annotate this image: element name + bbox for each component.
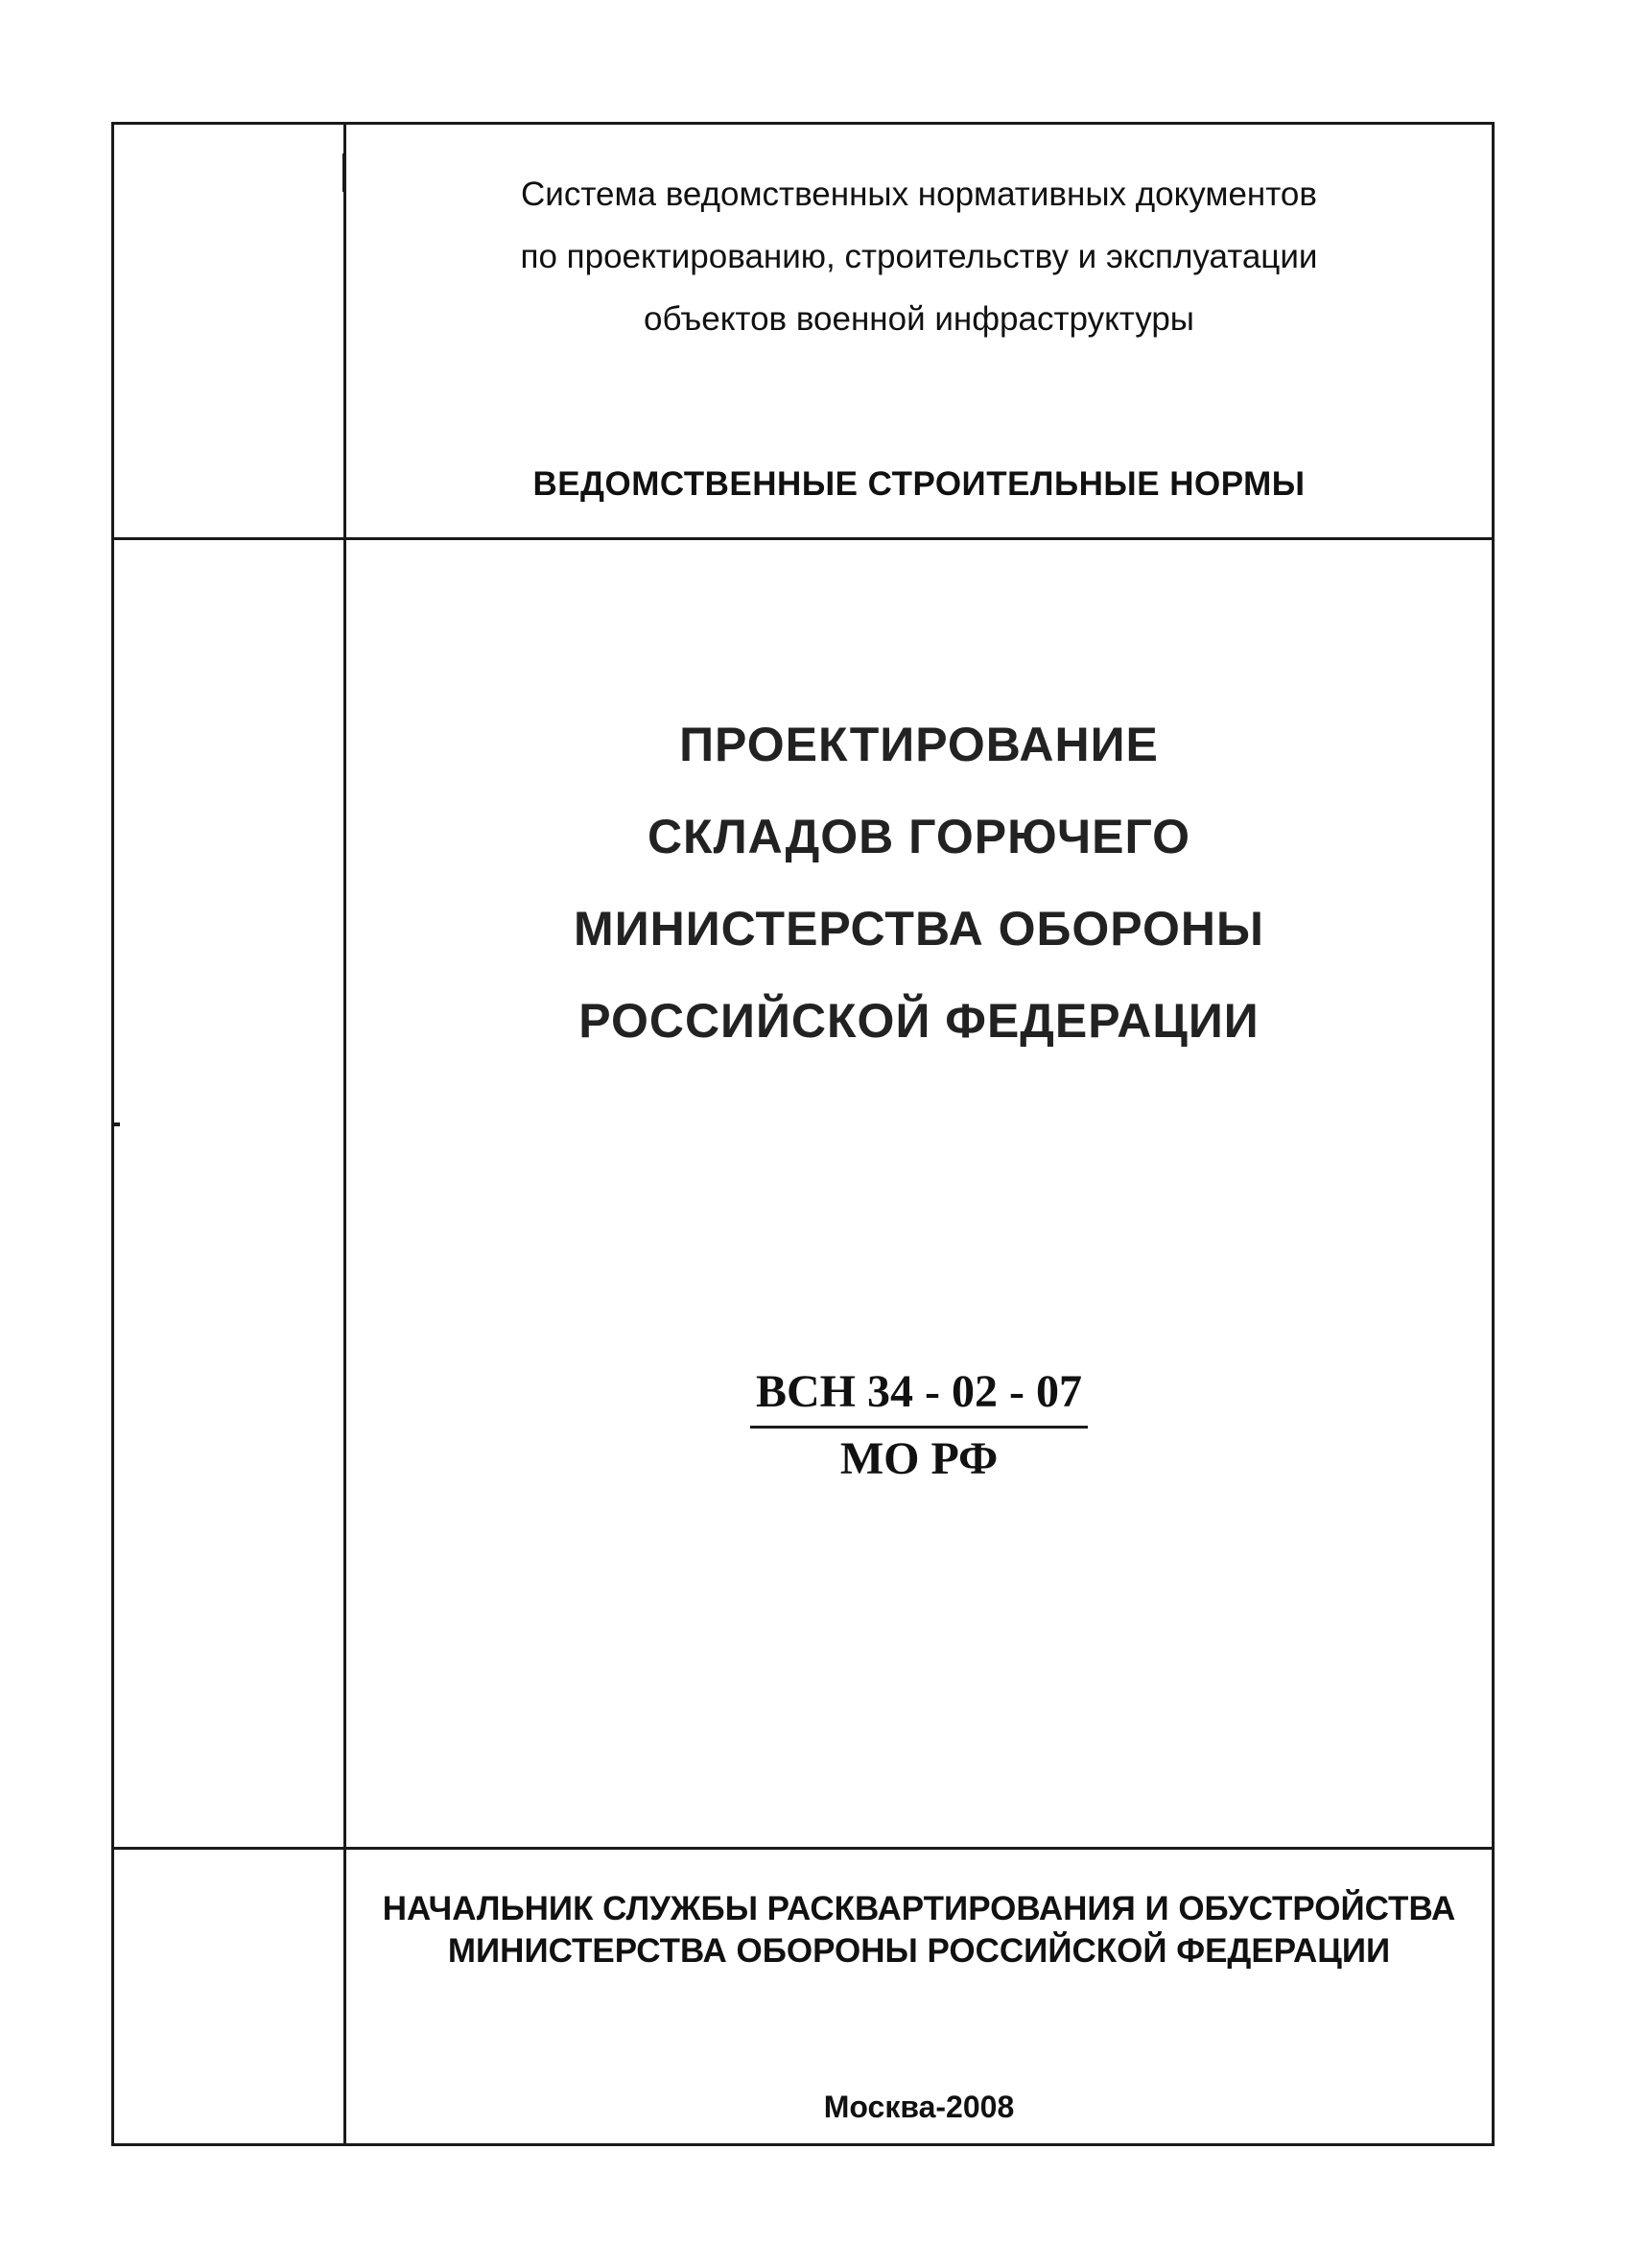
title-line: РОССИЙСКОЙ ФЕДЕРАЦИИ (578, 994, 1260, 1048)
series-title: ВЕДОМСТВЕННЫЕ СТРОИТЕЛЬНЫЕ НОРМЫ (532, 465, 1306, 503)
place-year: Москва-2008 (823, 2090, 1015, 2124)
title-section (346, 540, 1492, 1847)
title-line: МИНИСТЕРСТВА ОБОРОНЫ (574, 902, 1264, 956)
footer-section (346, 1850, 1492, 2143)
system-line: Система ведомственных нормативных документов (521, 176, 1317, 213)
system-line: по проектированию, строительству и эксплуатации (520, 238, 1318, 275)
issuer-line: НАЧАЛЬНИК СЛУЖБЫ РАСКВАРТИРОВАНИЯ И ОБУСТРОЙСТВА (382, 1890, 1456, 1927)
code-number: ВСН 34 - 02 - 07 (750, 1365, 1088, 1429)
title-line: СКЛАДОВ ГОРЮЧЕГО (647, 810, 1191, 863)
document-frame (111, 122, 1495, 2146)
title-line: ПРОЕКТИРОВАНИЕ (679, 718, 1159, 771)
system-description (346, 163, 1492, 350)
system-line: объектов военной инфраструктуры (644, 300, 1194, 338)
header-section (346, 125, 1492, 537)
code-agency: МО РФ (839, 1433, 999, 1484)
issuer (346, 1888, 1492, 1973)
scan-mark (114, 1122, 120, 1126)
document-code (346, 1365, 1492, 1485)
issuer-line: МИНИСТЕРСТВА ОБОРОНЫ РОССИЙСКОЙ ФЕДЕРАЦИИ (447, 1932, 1391, 1970)
document-title (346, 698, 1492, 1067)
